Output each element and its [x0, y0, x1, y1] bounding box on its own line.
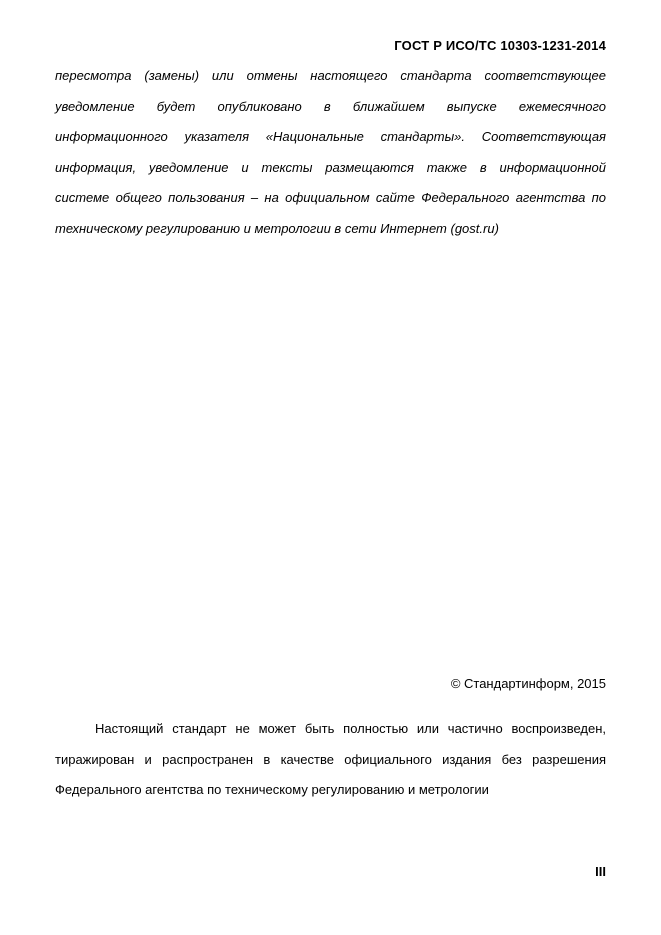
document-code-header: ГОСТ Р ИСО/ТС 10303-1231-2014 [394, 38, 606, 53]
paragraph-line: системе общего пользования – на официальном сайте Федерального агентства по [55, 190, 606, 205]
page-number: III [595, 864, 606, 879]
copyright-notice: © Стандартинформ, 2015 [450, 676, 606, 691]
paragraph-line: пересмотра (замены) или отмены настоящего стандарта соответствующее [55, 68, 606, 83]
paragraph-line: техническому регулированию и метрологии в сети Интернет (gost.ru) [55, 220, 499, 236]
paragraph-line: информационного указателя «Национальные стандарты». Соответствующая [55, 129, 606, 144]
notice-line: тиражирован и распространен в качестве официального издания без разрешения [55, 751, 606, 767]
paragraph-line: информация, уведомление и тексты размещаются также в информационной [55, 159, 606, 175]
notice-line: Настоящий стандарт не может быть полностью или частично воспроизведен, [95, 721, 606, 736]
publication-notice-paragraph [55, 61, 606, 244]
notice-line: Федерального агентства по техническому регулированию и метрологии [55, 782, 489, 797]
reproduction-notice-paragraph [55, 714, 606, 806]
paragraph-line: уведомление будет опубликовано в ближайшем выпуске ежемесячного [55, 98, 606, 114]
